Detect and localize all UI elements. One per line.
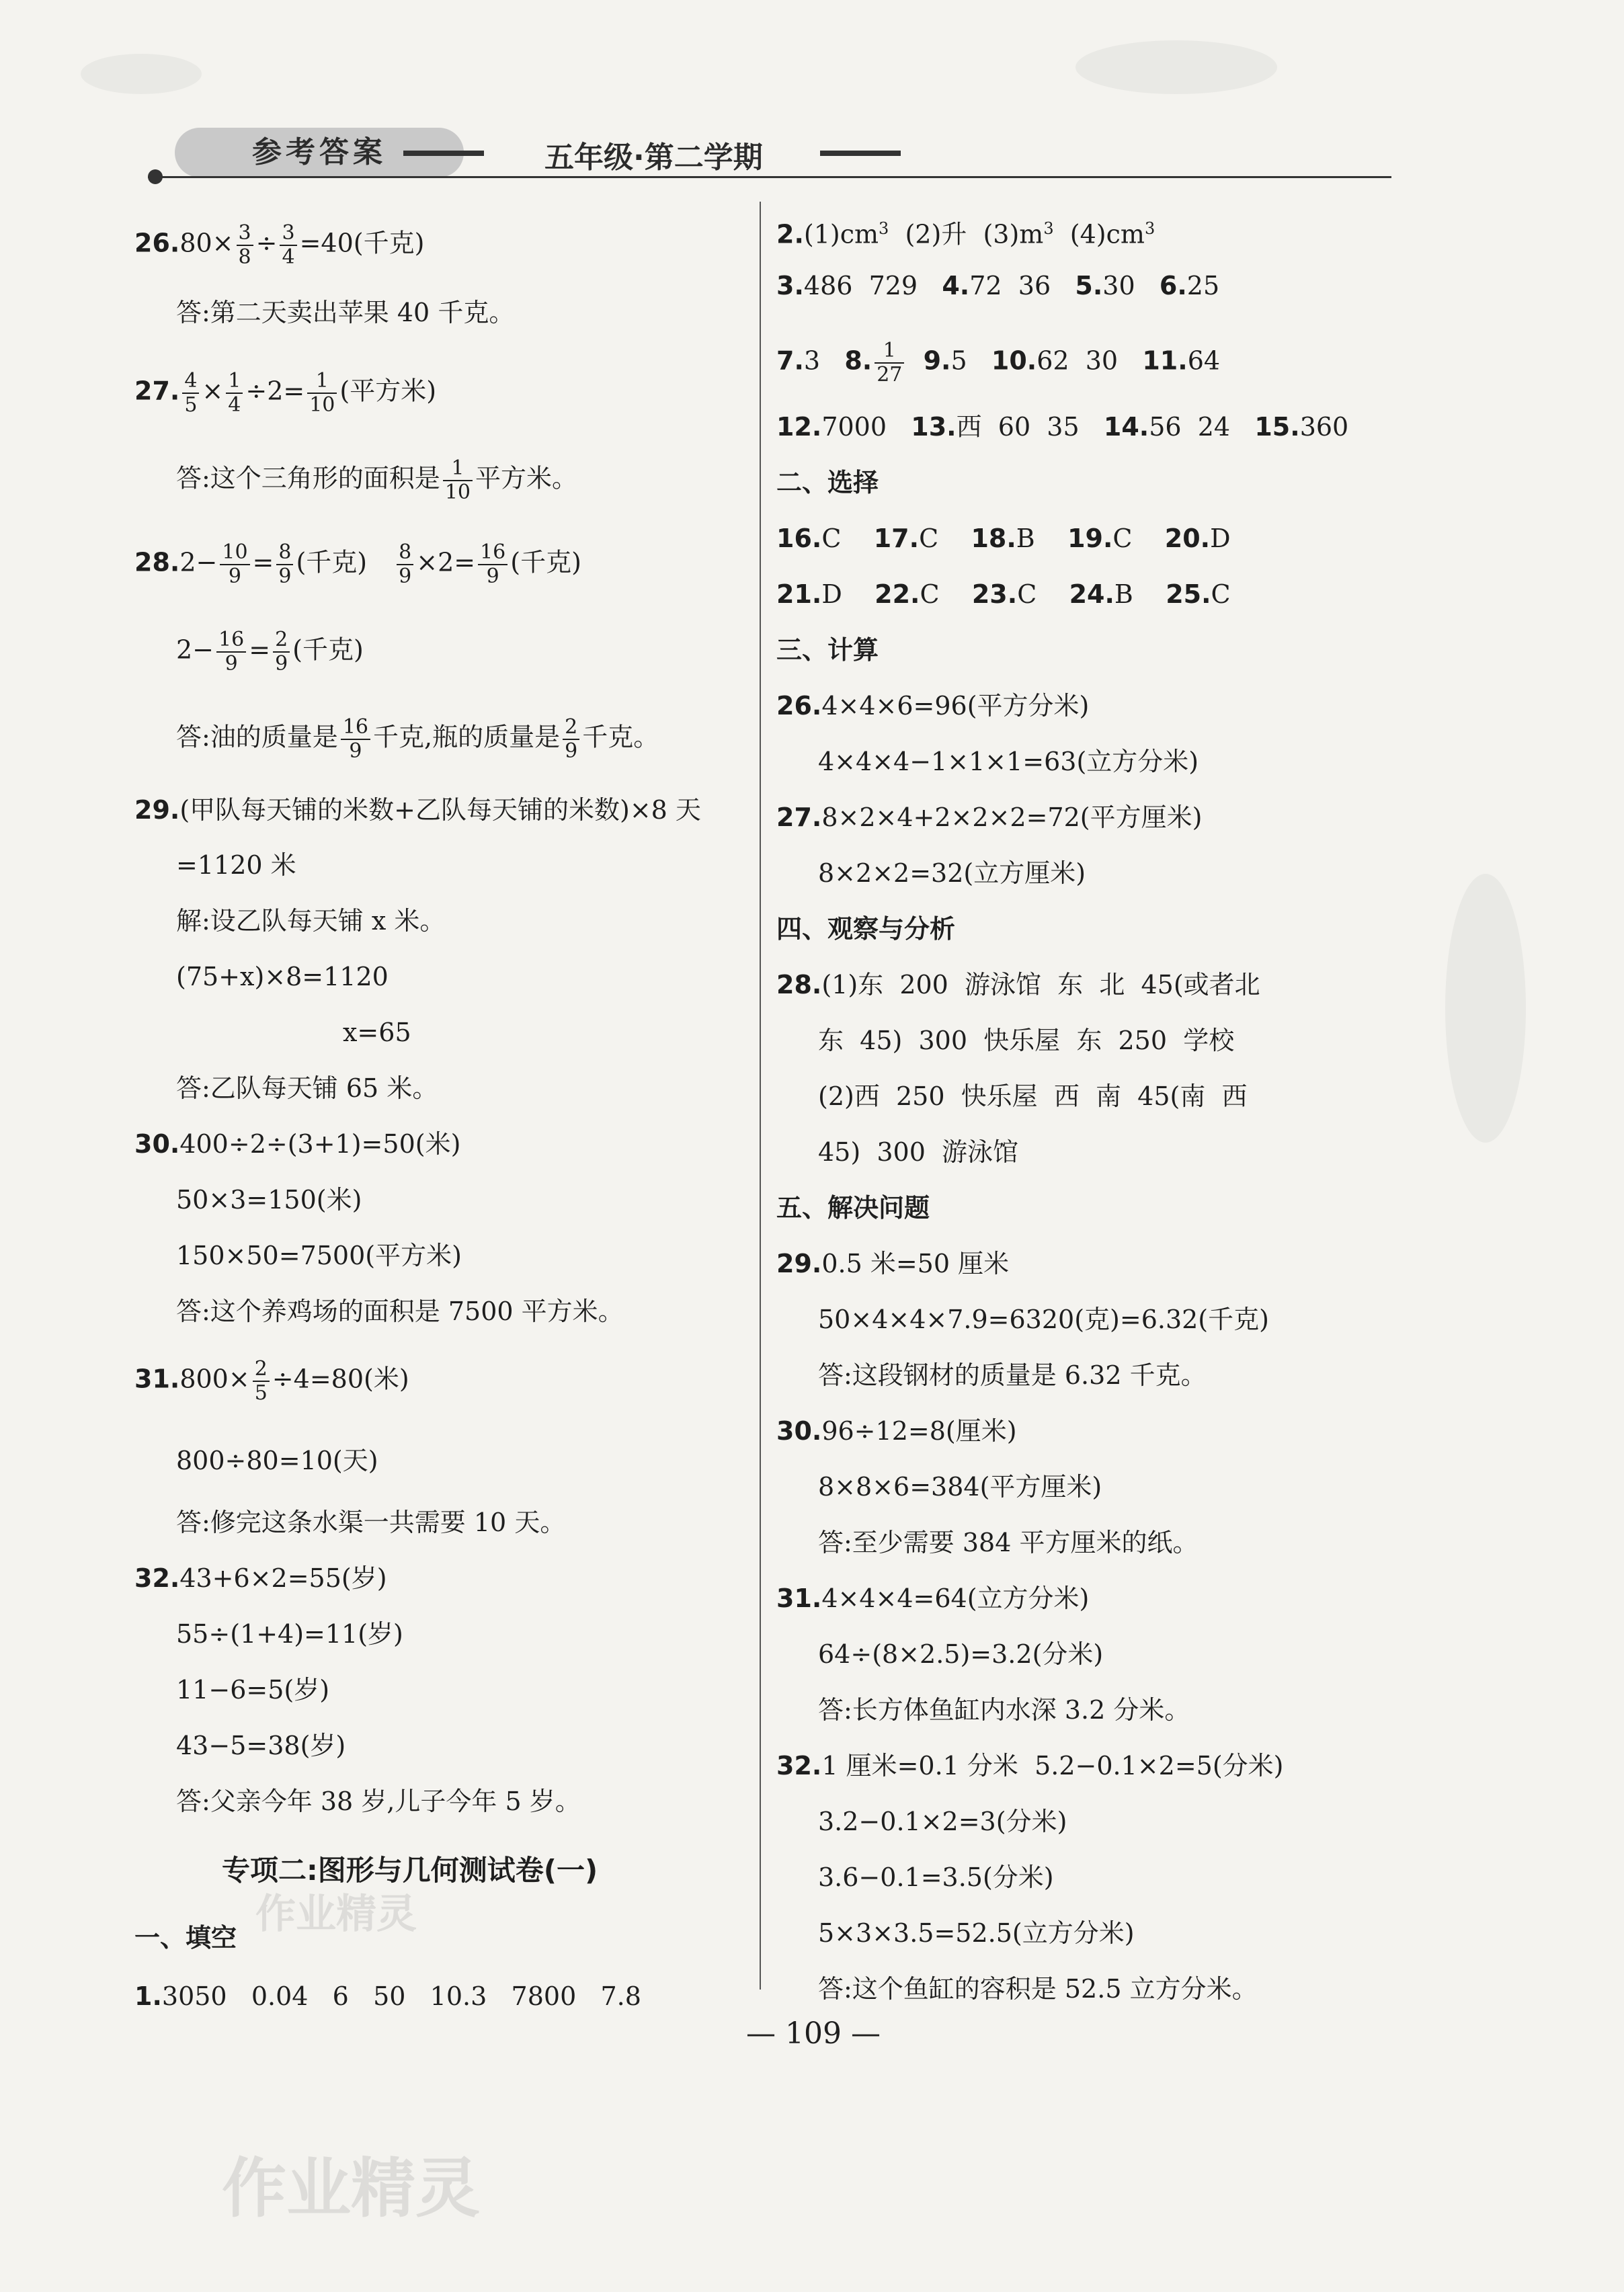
page-header bbox=[148, 128, 1391, 181]
fraction: $\frac{2}{9}$ bbox=[273, 628, 290, 676]
answer-line: 东 45) 300 快乐屋 东 250 学校 bbox=[818, 1026, 1235, 1055]
fraction: $\frac{1}{10}$ bbox=[443, 457, 473, 504]
fraction: $\frac{3}{8}$ bbox=[237, 222, 253, 269]
answer-line: 3.2−0.1×2=3(分米) bbox=[818, 1807, 1067, 1836]
answer-line: 11−6=5(岁) bbox=[176, 1675, 330, 1705]
watermark: 作业精灵 bbox=[255, 1891, 417, 1938]
answer-line: 28.2− $\frac{10}{9}$ = $\frac{8}{9}$ (千克) $\frac{8}{9}$ ×2= $\frac{16}{9}$ (千克) bbox=[134, 540, 581, 588]
answer-line: 29.0.5 米=50 厘米 bbox=[776, 1249, 1010, 1278]
answer-sentence: 答:乙队每天铺 65 米。 bbox=[176, 1073, 438, 1103]
fraction: $\frac{16}{9}$ bbox=[216, 628, 246, 676]
answer-sentence: 答:父亲今年 38 岁,儿子今年 5 岁。 bbox=[176, 1787, 581, 1816]
section-heading: 二、选择 bbox=[776, 468, 879, 497]
paper-texture bbox=[1445, 874, 1526, 1143]
answer-line: 43−5=38(岁) bbox=[176, 1731, 346, 1760]
header-rule bbox=[148, 176, 1391, 178]
answer-line: $2.(1)cm^3$ (2)升 $(3)m^3$ $(4)cm^3$ bbox=[776, 219, 1155, 249]
answer-line: 21.D 22.C 23.C 24.B 25.C bbox=[776, 579, 1231, 609]
fraction: $\frac{1}{4}$ bbox=[226, 370, 243, 417]
answer-line: 8×8×6=384(平方厘米) bbox=[818, 1472, 1102, 1502]
fraction: $\frac{8}{9}$ bbox=[276, 541, 293, 588]
paper-texture bbox=[1075, 40, 1277, 94]
answer-line: 50×4×4×7.9=6320(克)=6.32(千克) bbox=[818, 1305, 1269, 1334]
answer-line: 30.96÷12=8(厘米) bbox=[776, 1416, 1017, 1446]
answer-line: 29.(甲队每天铺的米数+乙队每天铺的米数)×8 天 bbox=[134, 795, 701, 825]
fraction: $\frac{1}{10}$ bbox=[307, 370, 337, 417]
answer-line: x=65 bbox=[343, 1018, 411, 1047]
answer-line: 55÷(1+4)=11(岁) bbox=[176, 1619, 403, 1649]
answer-line: =1120 米 bbox=[176, 850, 296, 880]
answer-line: 1.3050 0.04 6 50 10.3 7800 7.8 bbox=[134, 1981, 641, 2011]
grade-label: 五年级·第二学期 bbox=[544, 140, 763, 175]
answer-line: 31.800× $\frac{2}{5}$ ÷4=80(米) bbox=[134, 1357, 409, 1405]
answer-line: 5×3×3.5=52.5(立方分米) bbox=[818, 1918, 1135, 1948]
answer-key-badge: 参考答案 bbox=[175, 128, 464, 177]
column-divider bbox=[760, 202, 761, 1990]
header-dash bbox=[403, 151, 484, 156]
answer-line: 26.4×4×6=96(平方分米) bbox=[776, 691, 1090, 721]
answer-sentence: 答:第二天卖出苹果 40 千克。 bbox=[176, 298, 515, 327]
answer-sentence: 答:这个三角形的面积是 $\frac{1}{10}$ 平方米。 bbox=[176, 456, 578, 504]
answer-line: 12.7000 13.西 60 35 14.56 24 15.360 bbox=[776, 412, 1349, 442]
answer-line: 解:设乙队每天铺 x 米。 bbox=[176, 906, 446, 936]
answer-line: 26.80× $\frac{3}{8}$ ÷ $\frac{3}{4}$ =40(千克) bbox=[134, 221, 425, 269]
answer-line: 30.400÷2÷(3+1)=50(米) bbox=[134, 1129, 461, 1159]
answer-sentence: 答:这个鱼缸的容积是 52.5 立方分米。 bbox=[818, 1974, 1258, 2004]
fraction: $\frac{16}{9}$ bbox=[478, 541, 508, 588]
fraction: $\frac{1}{27}$ bbox=[875, 339, 904, 386]
answer-sentence: 答:修完这条水渠一共需要 10 天。 bbox=[176, 1508, 566, 1537]
section-heading: 一、填空 bbox=[134, 1923, 237, 1953]
answer-sentence: 答:至少需要 384 平方厘米的纸。 bbox=[818, 1528, 1199, 1557]
section-heading: 四、观察与分析 bbox=[776, 914, 956, 944]
section-heading: 三、计算 bbox=[776, 635, 879, 665]
fraction: $\frac{2}{9}$ bbox=[563, 716, 579, 763]
header-dash bbox=[820, 151, 901, 156]
answer-sentence: 答:长方体鱼缸内水深 3.2 分米。 bbox=[818, 1695, 1190, 1725]
section-heading: 五、解决问题 bbox=[776, 1193, 930, 1223]
answer-sentence: 答:这个养鸡场的面积是 7500 平方米。 bbox=[176, 1297, 624, 1326]
fraction: $\frac{3}{4}$ bbox=[280, 222, 296, 269]
fraction: $\frac{4}{5}$ bbox=[182, 370, 199, 417]
fraction: $\frac{10}{9}$ bbox=[220, 541, 249, 588]
answer-line: 45) 300 游泳馆 bbox=[818, 1137, 1019, 1167]
fraction: $\frac{2}{5}$ bbox=[253, 1358, 270, 1405]
answer-line: 27.8×2×4+2×2×2=72(平方厘米) bbox=[776, 803, 1203, 832]
answer-line: 2− $\frac{16}{9}$ = $\frac{2}{9}$ (千克) bbox=[176, 628, 364, 676]
answer-line: 16.C 17.C 18.B 19.C 20.D bbox=[776, 524, 1231, 553]
answer-line: 50×3=150(米) bbox=[176, 1185, 362, 1215]
answer-line: 28.(1)东 200 游泳馆 东 北 45(或者北 bbox=[776, 970, 1260, 999]
paper-texture bbox=[81, 54, 202, 94]
answer-line: 27. $\frac{4}{5}$ × $\frac{1}{4}$ ÷2= $\frac{1}{10}$ (平方米) bbox=[134, 369, 437, 417]
answer-line: (2)西 250 快乐屋 西 南 45(南 西 bbox=[818, 1081, 1248, 1111]
answer-line: 7.3 8. $\frac{1}{27}$ 9.5 10.62 30 11.64 bbox=[776, 339, 1221, 386]
answer-line: 3.486 729 4.72 36 5.30 6.25 bbox=[776, 271, 1220, 300]
answer-line: 31.4×4×4=64(立方分米) bbox=[776, 1584, 1090, 1613]
answer-line: 4×4×4−1×1×1=63(立方分米) bbox=[818, 747, 1199, 776]
page-number: — 109 — bbox=[746, 2016, 881, 2051]
answer-line: 32.43+6×2=55(岁) bbox=[134, 1563, 387, 1593]
watermark: 作业精灵 bbox=[222, 2151, 480, 2226]
fraction: $\frac{16}{9}$ bbox=[341, 716, 370, 763]
answer-line: 150×50=7500(平方米) bbox=[176, 1241, 462, 1270]
answer-sentence: 答:这段钢材的质量是 6.32 千克。 bbox=[818, 1360, 1207, 1390]
answer-line: 3.6−0.1=3.5(分米) bbox=[818, 1863, 1054, 1892]
fraction: $\frac{8}{9}$ bbox=[397, 541, 413, 588]
answer-line: 800÷80=10(天) bbox=[176, 1446, 378, 1475]
answer-line: 8×2×2=32(立方厘米) bbox=[818, 858, 1086, 888]
answer-sentence: 答:油的质量是 $\frac{16}{9}$ 千克,瓶的质量是 $\frac{2}{9}$ 千克。 bbox=[176, 715, 659, 763]
section-title: 专项二:图形与几何测试卷(一) bbox=[222, 1854, 598, 1887]
answer-line: 64÷(8×2.5)=3.2(分米) bbox=[818, 1639, 1104, 1669]
header-dot bbox=[148, 169, 163, 184]
answer-line: (75+x)×8=1120 bbox=[176, 962, 389, 991]
answer-line: 32.1 厘米=0.1 分米 5.2−0.1×2=5(分米) bbox=[776, 1751, 1284, 1781]
